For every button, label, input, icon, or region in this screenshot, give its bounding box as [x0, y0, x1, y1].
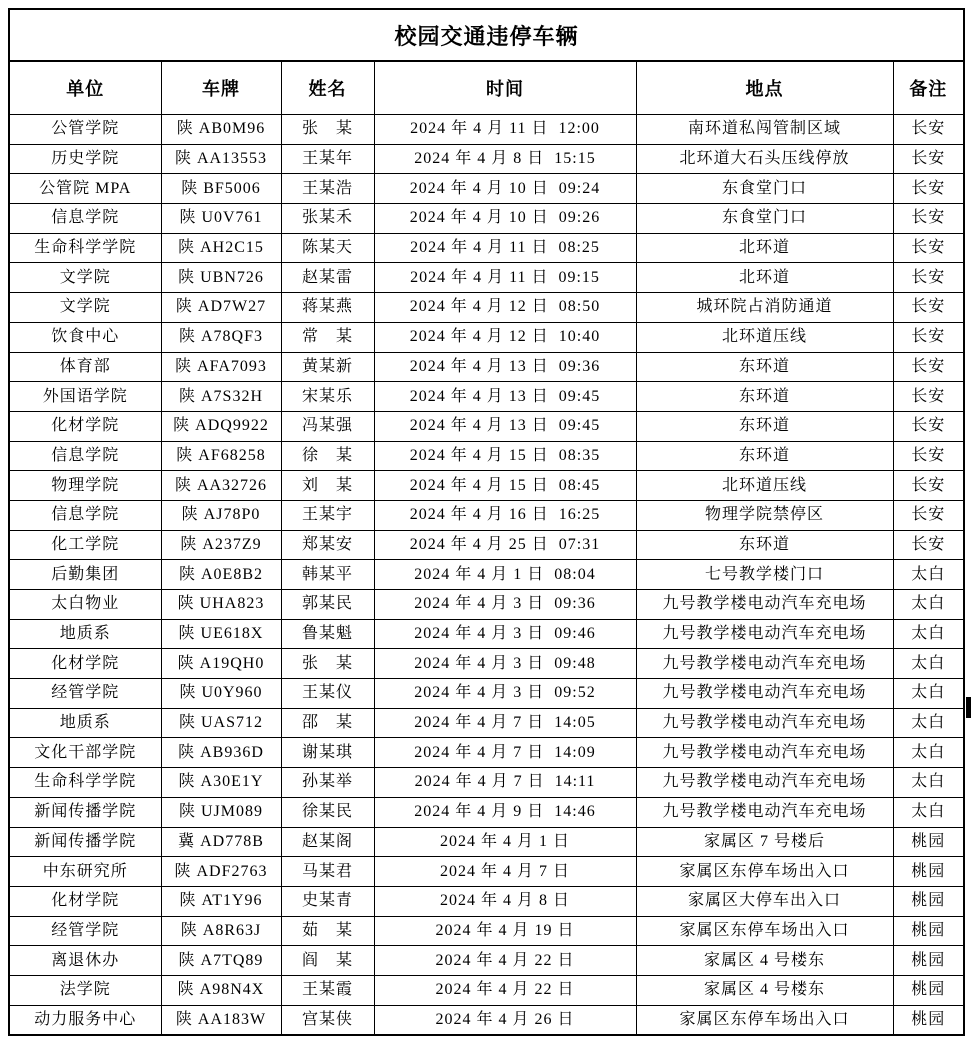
table-header-row	[9, 61, 964, 115]
cell-name: 宫某侠	[281, 1005, 374, 1035]
cell-time: 2024 年 4 月 25 日 07:31	[374, 530, 636, 560]
cell-name: 孙某举	[281, 768, 374, 798]
cell-unit: 地质系	[9, 619, 161, 649]
cell-plate: 陕 A8R63J	[161, 916, 281, 946]
table-row	[9, 293, 964, 323]
cell-location: 家属区东停车场出入口	[636, 1005, 893, 1035]
table-row	[9, 708, 964, 738]
cell-unit: 中东研究所	[9, 857, 161, 887]
cell-plate: 陕 AB0M96	[161, 115, 281, 145]
cell-location: 北环道压线	[636, 471, 893, 501]
column-header-remark: 备注	[893, 61, 964, 115]
cell-time: 2024 年 4 月 8 日 15:15	[374, 144, 636, 174]
cell-location: 九号教学楼电动汽车充电场	[636, 619, 893, 649]
cell-unit: 后勤集团	[9, 560, 161, 590]
cell-location: 家属区大停车出入口	[636, 886, 893, 916]
cell-remark: 太白	[893, 797, 964, 827]
table-row	[9, 1005, 964, 1035]
cell-location: 九号教学楼电动汽车充电场	[636, 768, 893, 798]
table-row	[9, 144, 964, 174]
cell-unit: 太白物业	[9, 590, 161, 620]
cell-name: 张某禾	[281, 204, 374, 234]
cell-location: 物理学院禁停区	[636, 500, 893, 530]
cell-plate: 陕 ADF2763	[161, 857, 281, 887]
cell-name: 马某君	[281, 857, 374, 887]
table-row	[9, 649, 964, 679]
table-row	[9, 768, 964, 798]
cell-remark: 长安	[893, 144, 964, 174]
cell-location: 九号教学楼电动汽车充电场	[636, 590, 893, 620]
cell-location: 九号教学楼电动汽车充电场	[636, 797, 893, 827]
cell-name: 徐 某	[281, 441, 374, 471]
cell-time: 2024 年 4 月 7 日 14:05	[374, 708, 636, 738]
cell-unit: 化工学院	[9, 530, 161, 560]
cell-location: 东环道	[636, 382, 893, 412]
cell-remark: 桃园	[893, 975, 964, 1005]
cell-time: 2024 年 4 月 7 日 14:11	[374, 768, 636, 798]
cell-location: 城环院占消防通道	[636, 293, 893, 323]
cell-location: 家属区东停车场出入口	[636, 857, 893, 887]
cell-name: 王某宇	[281, 500, 374, 530]
cell-unit: 文化干部学院	[9, 738, 161, 768]
cell-unit: 物理学院	[9, 471, 161, 501]
cell-name: 赵某阁	[281, 827, 374, 857]
cell-unit: 生命科学学院	[9, 233, 161, 263]
cell-location: 北环道	[636, 233, 893, 263]
cell-plate: 陕 A98N4X	[161, 975, 281, 1005]
cell-name: 常 某	[281, 322, 374, 352]
table-row	[9, 857, 964, 887]
cell-remark: 桃园	[893, 1005, 964, 1035]
cell-unit: 历史学院	[9, 144, 161, 174]
cell-name: 刘 某	[281, 471, 374, 501]
cell-location: 九号教学楼电动汽车充电场	[636, 738, 893, 768]
table-row	[9, 204, 964, 234]
table-row	[9, 441, 964, 471]
cell-name: 茹 某	[281, 916, 374, 946]
cell-unit: 生命科学学院	[9, 768, 161, 798]
cell-unit: 离退休办	[9, 946, 161, 976]
cell-unit: 化材学院	[9, 411, 161, 441]
cell-plate: 陕 A237Z9	[161, 530, 281, 560]
cell-remark: 桃园	[893, 946, 964, 976]
cell-remark: 桃园	[893, 916, 964, 946]
cell-remark: 太白	[893, 679, 964, 709]
column-header-name: 姓名	[281, 61, 374, 115]
cell-location: 东环道	[636, 530, 893, 560]
cell-name: 冯某强	[281, 411, 374, 441]
cell-time: 2024 年 4 月 10 日 09:26	[374, 204, 636, 234]
cell-time: 2024 年 4 月 13 日 09:36	[374, 352, 636, 382]
cell-time: 2024 年 4 月 11 日 12:00	[374, 115, 636, 145]
cell-remark: 长安	[893, 411, 964, 441]
cell-plate: 陕 AJ78P0	[161, 500, 281, 530]
cell-name: 陈某天	[281, 233, 374, 263]
cell-unit: 公管院 MPA	[9, 174, 161, 204]
table-row	[9, 975, 964, 1005]
cell-plate: 陕 A19QH0	[161, 649, 281, 679]
table-row	[9, 946, 964, 976]
cell-plate: 陕 UE618X	[161, 619, 281, 649]
table-row	[9, 500, 964, 530]
cell-plate: 陕 U0V761	[161, 204, 281, 234]
cell-location: 家属区 4 号楼东	[636, 975, 893, 1005]
cell-unit: 化材学院	[9, 886, 161, 916]
cell-remark: 长安	[893, 263, 964, 293]
cell-unit: 外国语学院	[9, 382, 161, 412]
cell-remark: 太白	[893, 560, 964, 590]
table-row	[9, 797, 964, 827]
cell-unit: 法学院	[9, 975, 161, 1005]
table-row	[9, 738, 964, 768]
cell-name: 郑某安	[281, 530, 374, 560]
table-row	[9, 411, 964, 441]
cell-remark: 长安	[893, 500, 964, 530]
cell-location: 东环道	[636, 441, 893, 471]
cell-location: 家属区 4 号楼东	[636, 946, 893, 976]
cell-plate: 陕 AA32726	[161, 471, 281, 501]
cell-name: 宋某乐	[281, 382, 374, 412]
cell-time: 2024 年 4 月 15 日 08:45	[374, 471, 636, 501]
cell-location: 南环道私闯管制区域	[636, 115, 893, 145]
table-row	[9, 174, 964, 204]
column-header-time: 时间	[374, 61, 636, 115]
cell-time: 2024 年 4 月 3 日 09:46	[374, 619, 636, 649]
cell-unit: 饮食中心	[9, 322, 161, 352]
cell-location: 北环道	[636, 263, 893, 293]
cell-location: 东食堂门口	[636, 174, 893, 204]
cell-location: 七号教学楼门口	[636, 560, 893, 590]
cell-unit: 新闻传播学院	[9, 797, 161, 827]
cell-location: 东食堂门口	[636, 204, 893, 234]
cell-remark: 桃园	[893, 886, 964, 916]
cell-plate: 陕 AH2C15	[161, 233, 281, 263]
cell-remark: 长安	[893, 352, 964, 382]
cell-time: 2024 年 4 月 12 日 08:50	[374, 293, 636, 323]
cell-plate: 陕 AD7W27	[161, 293, 281, 323]
cell-name: 鲁某魁	[281, 619, 374, 649]
cell-name: 史某青	[281, 886, 374, 916]
table-row	[9, 263, 964, 293]
table-row	[9, 886, 964, 916]
cell-plate: 陕 AA183W	[161, 1005, 281, 1035]
cell-plate: 陕 A0E8B2	[161, 560, 281, 590]
cell-time: 2024 年 4 月 10 日 09:24	[374, 174, 636, 204]
cell-location: 北环道大石头压线停放	[636, 144, 893, 174]
cell-remark: 太白	[893, 768, 964, 798]
cell-time: 2024 年 4 月 19 日	[374, 916, 636, 946]
cell-time: 2024 年 4 月 11 日 08:25	[374, 233, 636, 263]
cell-time: 2024 年 4 月 13 日 09:45	[374, 382, 636, 412]
cell-name: 徐某民	[281, 797, 374, 827]
cell-remark: 长安	[893, 441, 964, 471]
cell-location: 九号教学楼电动汽车充电场	[636, 679, 893, 709]
cell-name: 蒋某燕	[281, 293, 374, 323]
cell-name: 韩某平	[281, 560, 374, 590]
cell-unit: 信息学院	[9, 500, 161, 530]
cell-plate: 陕 AB936D	[161, 738, 281, 768]
cell-time: 2024 年 4 月 3 日 09:36	[374, 590, 636, 620]
scrollbar-thumb[interactable]	[966, 697, 971, 718]
cell-time: 2024 年 4 月 22 日	[374, 975, 636, 1005]
table-row	[9, 115, 964, 145]
table-row	[9, 619, 964, 649]
cell-name: 王某浩	[281, 174, 374, 204]
cell-unit: 文学院	[9, 263, 161, 293]
page-title: 校园交通违停车辆	[9, 9, 964, 61]
table-row	[9, 471, 964, 501]
cell-remark: 太白	[893, 590, 964, 620]
cell-plate: 陕 AF68258	[161, 441, 281, 471]
cell-plate: 陕 A7TQ89	[161, 946, 281, 976]
cell-time: 2024 年 4 月 9 日 14:46	[374, 797, 636, 827]
cell-remark: 桃园	[893, 857, 964, 887]
cell-location: 家属区东停车场出入口	[636, 916, 893, 946]
cell-remark: 桃园	[893, 827, 964, 857]
cell-name: 阎 某	[281, 946, 374, 976]
cell-name: 邵 某	[281, 708, 374, 738]
table-row	[9, 530, 964, 560]
cell-unit: 文学院	[9, 293, 161, 323]
cell-plate: 冀 AD778B	[161, 827, 281, 857]
cell-location: 东环道	[636, 352, 893, 382]
column-header-unit: 单位	[9, 61, 161, 115]
table-row	[9, 916, 964, 946]
cell-remark: 长安	[893, 174, 964, 204]
cell-unit: 经管学院	[9, 679, 161, 709]
cell-remark: 长安	[893, 382, 964, 412]
cell-remark: 太白	[893, 708, 964, 738]
cell-location: 九号教学楼电动汽车充电场	[636, 649, 893, 679]
cell-remark: 太白	[893, 738, 964, 768]
cell-plate: 陕 A7S32H	[161, 382, 281, 412]
cell-remark: 长安	[893, 471, 964, 501]
cell-name: 张 某	[281, 115, 374, 145]
cell-unit: 信息学院	[9, 204, 161, 234]
cell-plate: 陕 UJM089	[161, 797, 281, 827]
cell-remark: 长安	[893, 115, 964, 145]
cell-time: 2024 年 4 月 1 日 08:04	[374, 560, 636, 590]
cell-remark: 长安	[893, 233, 964, 263]
cell-location: 九号教学楼电动汽车充电场	[636, 708, 893, 738]
cell-unit: 动力服务中心	[9, 1005, 161, 1035]
cell-plate: 陕 UHA823	[161, 590, 281, 620]
table-row	[9, 233, 964, 263]
cell-unit: 新闻传播学院	[9, 827, 161, 857]
cell-name: 张 某	[281, 649, 374, 679]
violations-table	[8, 8, 965, 1036]
table-row	[9, 560, 964, 590]
title-row	[9, 9, 964, 61]
cell-plate: 陕 AA13553	[161, 144, 281, 174]
cell-location: 东环道	[636, 411, 893, 441]
cell-time: 2024 年 4 月 26 日	[374, 1005, 636, 1035]
table-row	[9, 382, 964, 412]
cell-name: 郭某民	[281, 590, 374, 620]
cell-remark: 太白	[893, 619, 964, 649]
column-header-location: 地点	[636, 61, 893, 115]
table-row	[9, 590, 964, 620]
cell-name: 谢某琪	[281, 738, 374, 768]
cell-time: 2024 年 4 月 7 日 14:09	[374, 738, 636, 768]
cell-plate: 陕 AFA7093	[161, 352, 281, 382]
cell-time: 2024 年 4 月 1 日	[374, 827, 636, 857]
cell-unit: 经管学院	[9, 916, 161, 946]
cell-remark: 长安	[893, 204, 964, 234]
cell-location: 家属区 7 号楼后	[636, 827, 893, 857]
cell-time: 2024 年 4 月 22 日	[374, 946, 636, 976]
cell-plate: 陕 A78QF3	[161, 322, 281, 352]
cell-name: 黄某新	[281, 352, 374, 382]
cell-unit: 地质系	[9, 708, 161, 738]
cell-time: 2024 年 4 月 3 日 09:48	[374, 649, 636, 679]
cell-name: 王某仪	[281, 679, 374, 709]
cell-time: 2024 年 4 月 3 日 09:52	[374, 679, 636, 709]
table-row	[9, 352, 964, 382]
cell-unit: 化材学院	[9, 649, 161, 679]
cell-location: 北环道压线	[636, 322, 893, 352]
cell-time: 2024 年 4 月 16 日 16:25	[374, 500, 636, 530]
column-header-plate: 车牌	[161, 61, 281, 115]
cell-time: 2024 年 4 月 15 日 08:35	[374, 441, 636, 471]
cell-time: 2024 年 4 月 7 日	[374, 857, 636, 887]
cell-unit: 公管学院	[9, 115, 161, 145]
table-row	[9, 322, 964, 352]
cell-plate: 陕 UBN726	[161, 263, 281, 293]
cell-time: 2024 年 4 月 11 日 09:15	[374, 263, 636, 293]
cell-plate: 陕 BF5006	[161, 174, 281, 204]
cell-plate: 陕 ADQ9922	[161, 411, 281, 441]
cell-plate: 陕 U0Y960	[161, 679, 281, 709]
cell-plate: 陕 UAS712	[161, 708, 281, 738]
cell-name: 赵某雷	[281, 263, 374, 293]
cell-time: 2024 年 4 月 8 日	[374, 886, 636, 916]
cell-unit: 信息学院	[9, 441, 161, 471]
cell-remark: 长安	[893, 293, 964, 323]
table-row	[9, 827, 964, 857]
cell-name: 王某年	[281, 144, 374, 174]
cell-unit: 体育部	[9, 352, 161, 382]
cell-time: 2024 年 4 月 12 日 10:40	[374, 322, 636, 352]
cell-remark: 长安	[893, 530, 964, 560]
cell-remark: 太白	[893, 649, 964, 679]
cell-plate: 陕 A30E1Y	[161, 768, 281, 798]
table-row	[9, 679, 964, 709]
cell-time: 2024 年 4 月 13 日 09:45	[374, 411, 636, 441]
cell-remark: 长安	[893, 322, 964, 352]
cell-name: 王某霞	[281, 975, 374, 1005]
cell-plate: 陕 AT1Y96	[161, 886, 281, 916]
